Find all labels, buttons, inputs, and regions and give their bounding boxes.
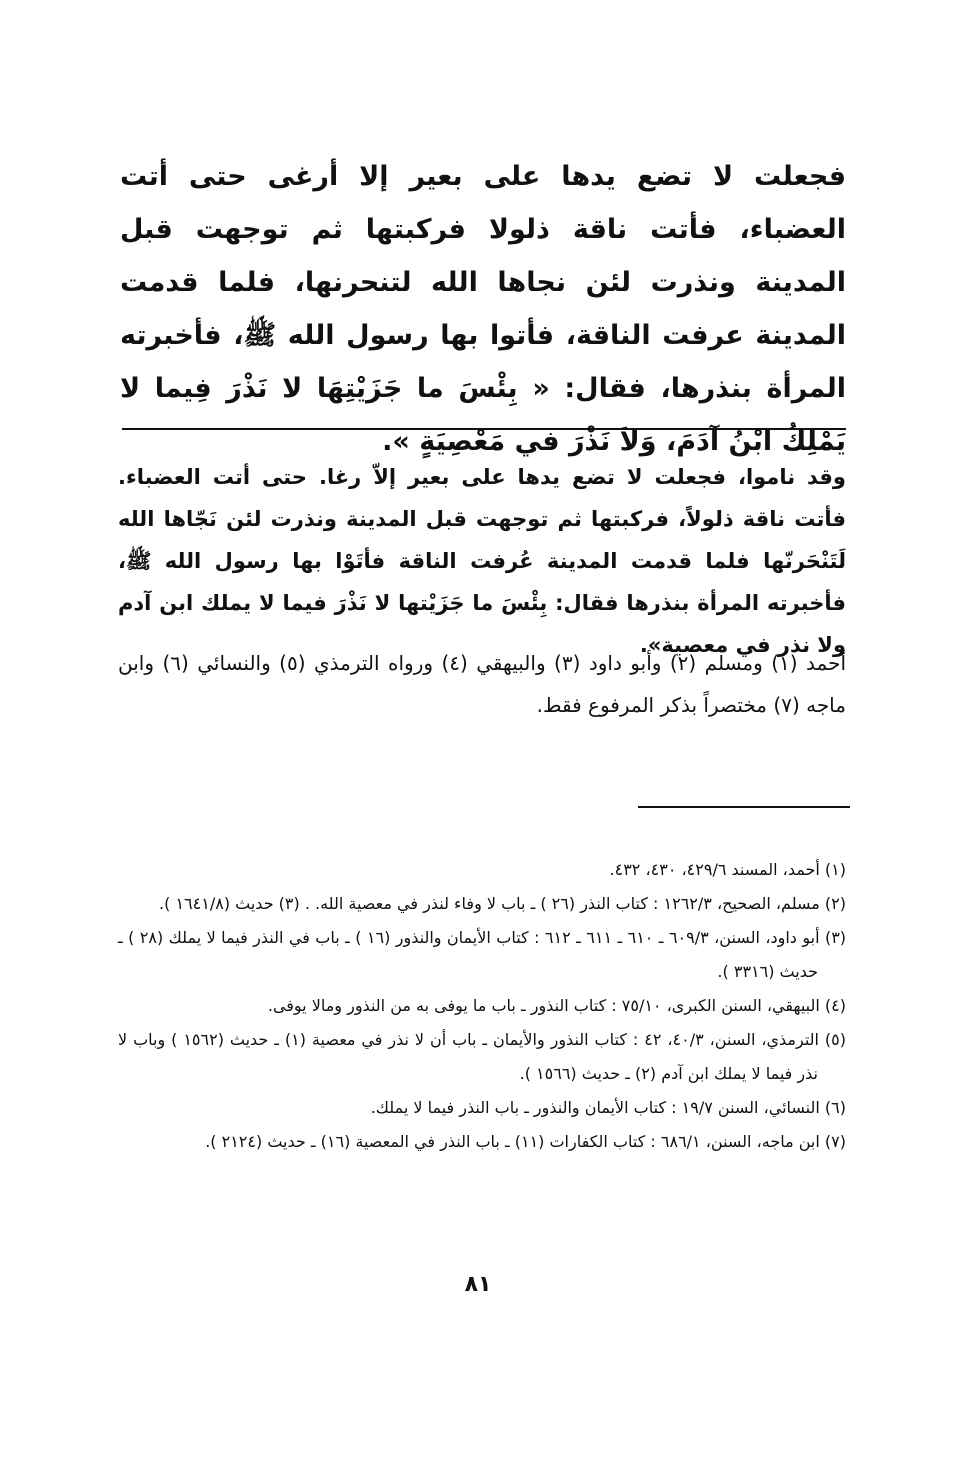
sources-paragraph: أحمد (١) ومسلم (٢) وأبو داود (٣) والبيهقي (٤) ورواه الترمذي (٥) والنسائي (٦) وابن ماجه (٧) مختصراً بذكر المرفوع فقط. (118, 651, 846, 717)
footnote-6: (٦) النسائي، السنن ١٩/٧ : كتاب الأيمان والنذور ـ باب النذر فيما لا يملك. (370, 1098, 846, 1117)
commentary-block (118, 456, 846, 666)
main-paragraph: فجعلت لا تضع يدها على بعير إلا أرغى حتى أتت العضباء، فأتت ناقة ذلولا فركبتها ثم توجهت قبل المدينة ونذرت لئن نجاها الله لتنحرنها، فلما قدمت المدينة عرفت الناقة، فأتوا بها رسول الله ﷺ، فأخبرته المرأة بنذرها، فقال: « بِئْسَ ما جَزَيْتِهَا لا نَذْرَ فِيما لا يَمْلِكُ ابْنُ آدَمَ، وَلاَ نَذْرَ في مَعْصِيَةٍ ». (120, 161, 846, 457)
footnote-4: (٤) البيهقي، السنن الكبرى، ٧٥/١٠ : كتاب النذور ـ باب ما يوفى به من النذور ومالا يوفى. (267, 996, 846, 1015)
commentary-paragraph: وقد ناموا، فجعلت لا تضع يدها على بعير إلاّ رغا. حتى أتت العضباء. فأتت ناقة ذلولاً، فركبتها ثم توجهت قبل المدينة ونذرت لئن نَجّاها الله لَتَنْحَرنّها فلما قدمت المدينة عُرفت الناقة فأتَوْا بها رسول الله ﷺ، فأخبرته المرأة بنذرها فقال: بِئْسَ ما جَزَيْتها لا نَذْرَ فيما لا يملك ابن آدم ولا نذر في معصية». (118, 465, 846, 657)
main-text-block (120, 150, 846, 468)
section-divider (122, 428, 846, 430)
sources-block (118, 642, 846, 726)
footnote-1: (١) أحمد، المسند ٤٢٩/٦، ٤٣٠، ٤٣٢. (609, 860, 846, 879)
footnote-divider (638, 806, 850, 808)
page-number: ٨١ (464, 1272, 492, 1297)
footnotes-list (118, 853, 846, 1159)
footnote-5: (٥) الترمذي، السنن، ٤٠/٣، ٤٢ : كتاب النذور والأيمان ـ باب أن لا نذر في معصية (١) ـ حديث (١٥٦٢ ) وباب لا نذر فيما لا يملك ابن آدم (٢) ـ حديث (١٥٦٦ ). (118, 1030, 846, 1083)
footnote-3: (٣) أبو داود، السنن، ٦٠٩/٣ ـ ٦١٠ ـ ٦١١ ـ ٦١٢ : كتاب الأيمان والنذور (١٦ ) ـ باب في النذر فيما لا يملك (٢٨ ) ـ حديث (٣٣١٦ ). (118, 928, 847, 981)
footnote-2: (٢) مسلم، الصحيح، ١٢٦٢/٣ : كتاب النذر (٢٦ ) ـ باب لا وفاء لنذر في معصية الله. . (٣) حديث (١٦٤١/٨ ). (159, 894, 846, 913)
footnote-7: (٧) ابن ماجه، السنن، ٦٨٦/١ : كتاب الكفارات (١١) ـ باب النذر في المعصية (١٦) ـ حديث (٢١٢٤ ). (205, 1132, 846, 1151)
